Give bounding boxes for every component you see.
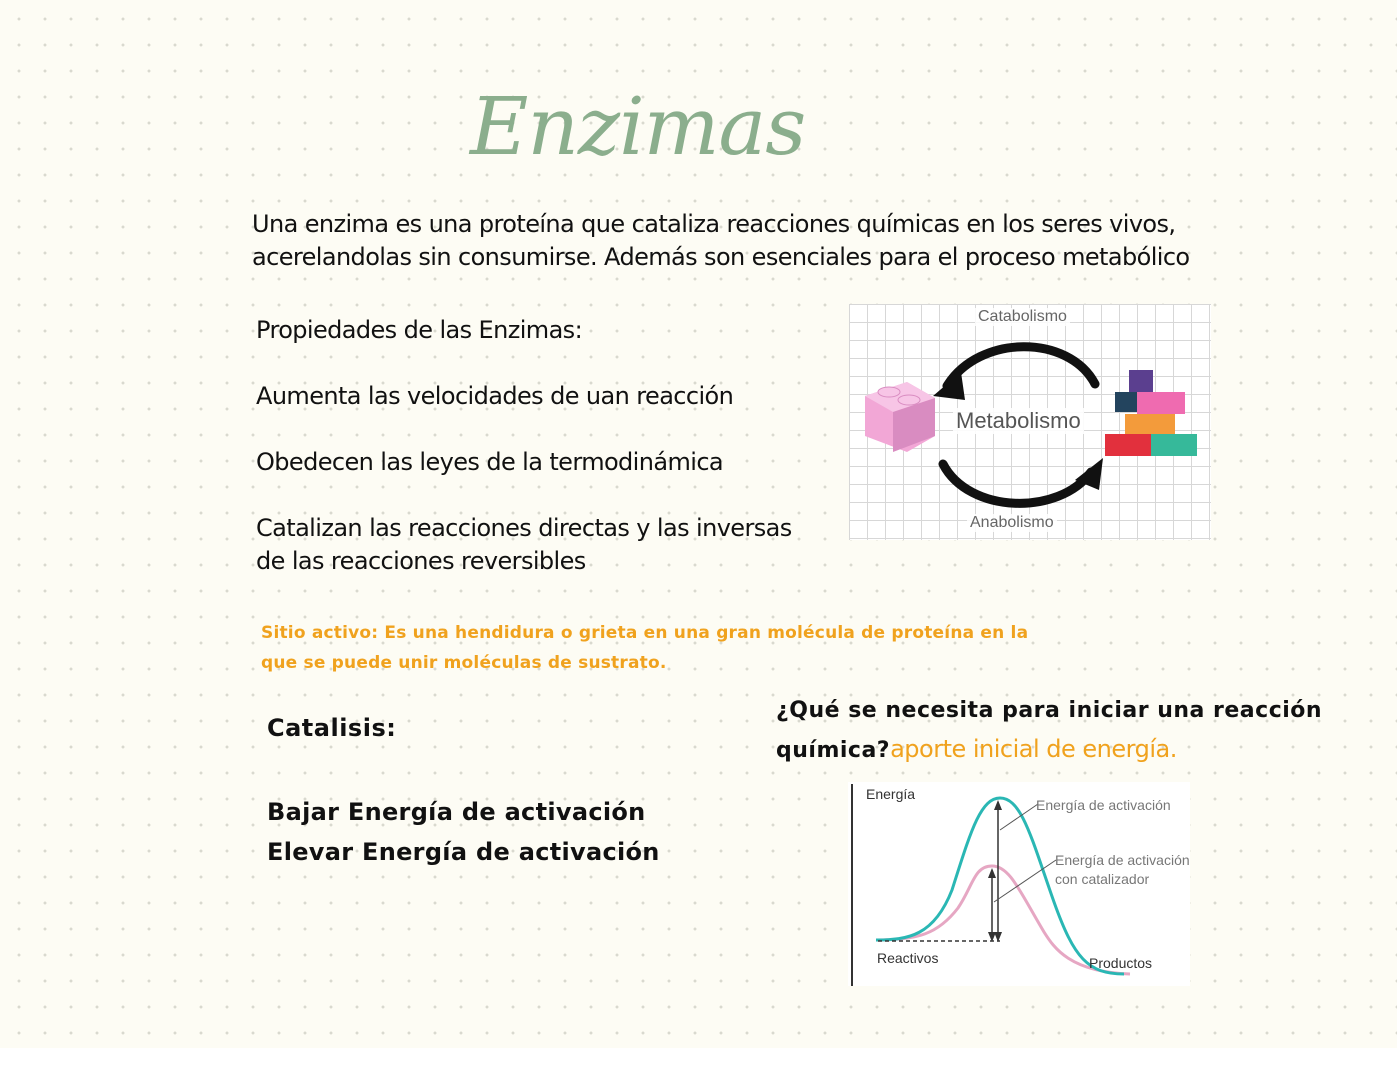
catalysis-item: Bajar Energía de activación: [267, 798, 646, 826]
property-text: de las reacciones reversibles: [256, 547, 586, 575]
page-title: Enzimas: [470, 80, 806, 173]
properties-heading: Propiedades de las Enzimas:: [256, 316, 583, 344]
property-item: [256, 446, 816, 479]
active-site-line: Sitio activo: Es una hendidura o grieta en una gran molécula de proteína en la: [261, 623, 1029, 643]
catalyzed-label-line: con catalizador: [1055, 871, 1150, 887]
property-text: Aumenta las velocidades de uan reacción: [256, 382, 734, 410]
leader-line: [1000, 804, 1038, 830]
property-text: Obedecen las leyes de la termodinámica: [256, 448, 724, 476]
active-site-definition: [261, 618, 1041, 678]
intro-line: Una enzima es una proteína que cataliza reacciones químicas en los seres vivos,: [252, 210, 1176, 238]
catalysis-item: Elevar Energía de activación: [267, 838, 660, 866]
anabolism-arrow-icon: [943, 458, 1103, 503]
reactants-label: Reactivos: [877, 950, 939, 966]
catalyzed-activation-label: [1055, 851, 1190, 889]
metabolism-label: Metabolismo: [953, 408, 1084, 434]
activation-energy-label: Energía de activación: [1036, 797, 1171, 813]
property-item: [256, 512, 816, 578]
page-bottom-band: [0, 1048, 1397, 1080]
question-text: química?: [776, 738, 891, 763]
catabolism-label: Catabolismo: [975, 308, 1070, 326]
catalyzed-label-line: Energía de activación: [1055, 852, 1190, 868]
catalysis-heading: Catalisis:: [267, 714, 397, 742]
intro-paragraph: [252, 208, 1190, 274]
active-site-line: que se puede unir moléculas de sustrato.: [261, 653, 667, 673]
energy-axis-label: Energía: [866, 786, 916, 802]
products-label: Productos: [1089, 955, 1153, 971]
question-line: ¿Qué se necesita para iniciar una reacción: [776, 698, 1323, 723]
activation-energy-diagram: [848, 782, 1190, 986]
property-text: Catalizan las reacciones directas y las inversas: [256, 514, 792, 542]
pink-brick-icon: [865, 382, 935, 452]
catabolism-arrow-icon: [933, 347, 1095, 400]
question-answer: aporte inicial de energía.: [890, 735, 1177, 763]
metabolism-illustration: [849, 304, 1211, 540]
property-item: [256, 380, 816, 413]
intro-line: acerelandolas sin consumirse. Además son esenciales para el proceso metabólico: [252, 243, 1190, 271]
enzyme-properties: [256, 314, 816, 578]
lego-stack-icon: [1105, 370, 1197, 456]
catalysis-list: [267, 792, 660, 872]
anabolism-label: Anabolismo: [967, 514, 1057, 532]
activation-question: [776, 692, 1376, 770]
question-line: [776, 730, 1376, 770]
